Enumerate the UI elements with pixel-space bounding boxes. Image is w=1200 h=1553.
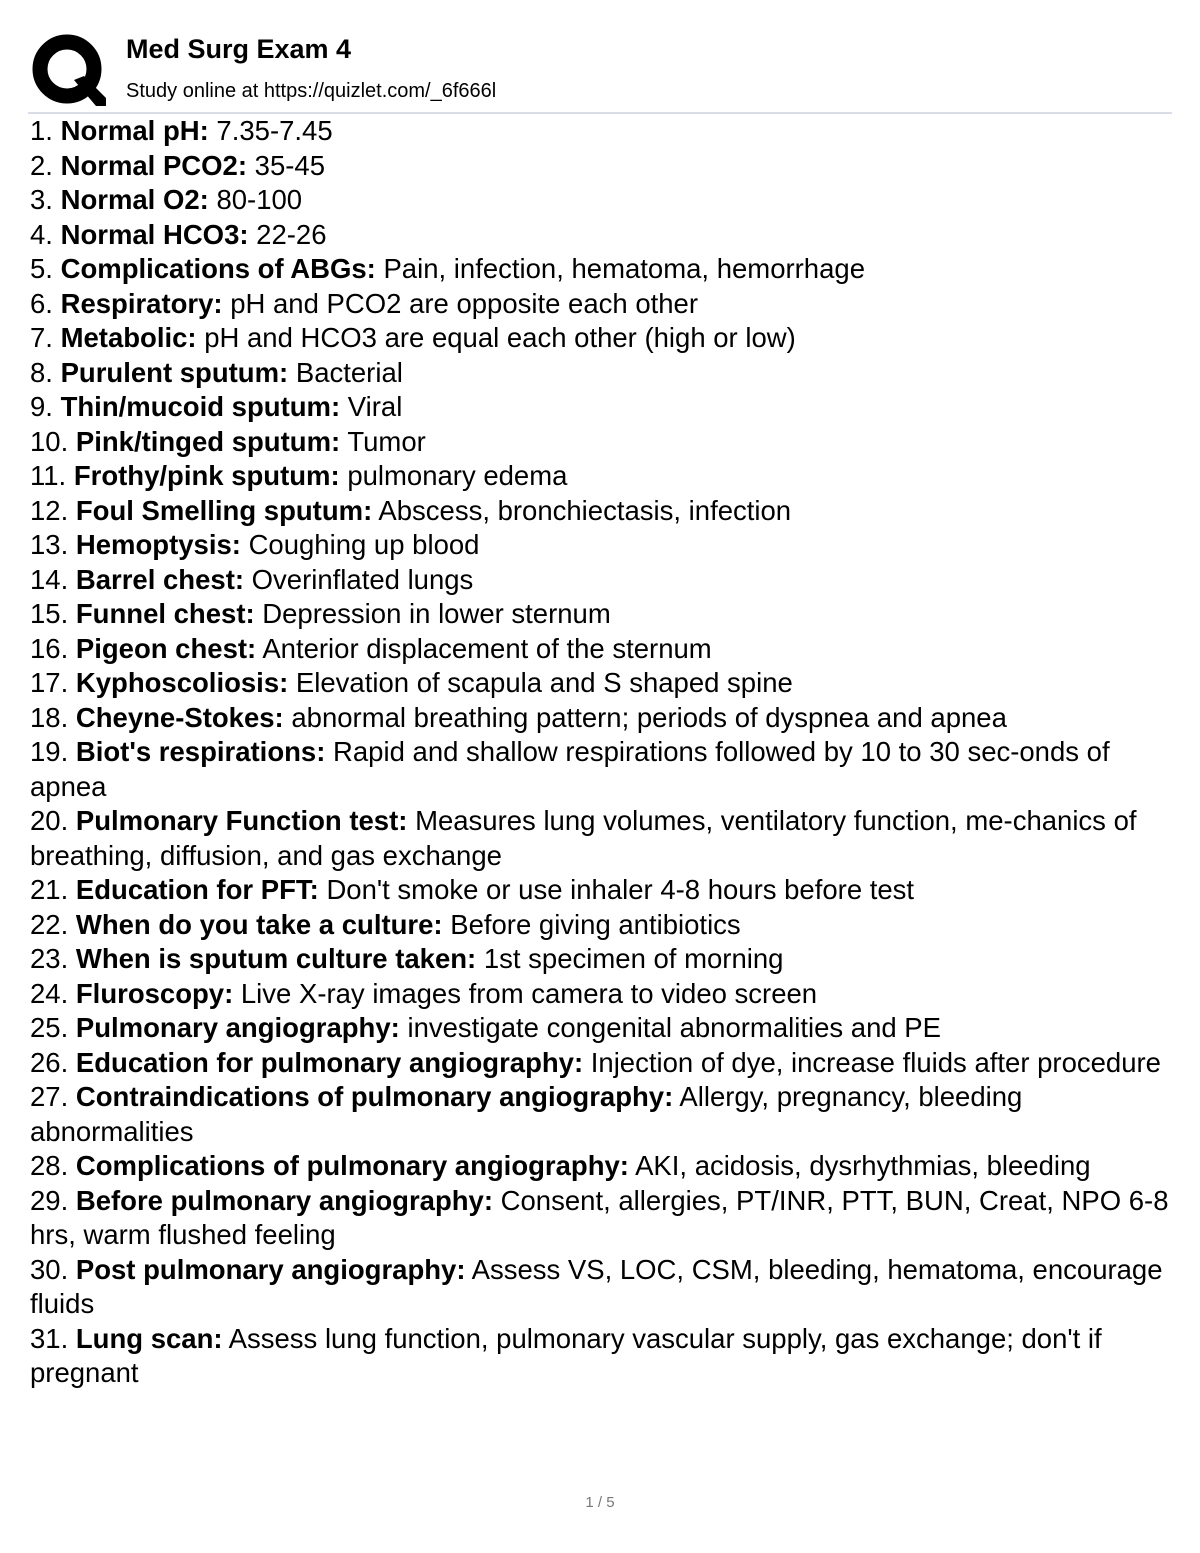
list-item — [30, 528, 1172, 563]
term-definition: Rapid and shallow respirations followed by 10 to 30 sec-onds of apnea — [30, 736, 1110, 802]
list-item — [30, 597, 1172, 632]
term-definition: Abscess, bronchiectasis, infection — [378, 494, 792, 526]
list-item — [30, 942, 1172, 977]
term-label: Respiratory: — [60, 287, 223, 319]
term-definition: Pain, infection, hematoma, hemorrhage — [383, 253, 865, 284]
item-number: 28. — [30, 1150, 69, 1181]
item-number: 27. — [30, 1081, 69, 1112]
term-label: Post pulmonary angiography: — [75, 1253, 466, 1285]
term-label: Cheyne-Stokes: — [75, 701, 284, 733]
list-item — [30, 390, 1172, 425]
item-number: 29. — [30, 1184, 69, 1216]
term-definition: Allergy, pregnancy, bleeding abnormalities — [30, 1081, 1023, 1147]
term-label: Lung scan: — [75, 1322, 223, 1354]
term-label: Kyphoscoliosis: — [75, 667, 289, 698]
term-label: Purulent sputum: — [60, 356, 289, 388]
term-definition: 35-45 — [254, 149, 325, 181]
list-item — [30, 1046, 1172, 1081]
term-label: Normal pH: — [60, 115, 209, 146]
list-item — [30, 218, 1172, 253]
term-definition: Assess VS, LOC, CSM, bleeding, hematoma, encourage fluids — [30, 1253, 1163, 1319]
item-number: 19. — [30, 736, 69, 767]
list-item — [30, 632, 1172, 667]
term-label: Biot's respirations: — [75, 736, 326, 767]
term-definition: pH and HCO3 are equal each other (high or low) — [204, 322, 796, 353]
item-number: 12. — [30, 494, 69, 526]
term-label: When is sputum culture taken: — [75, 943, 477, 974]
term-definition: Depression in lower sternum — [262, 598, 611, 629]
term-definition: Consent, allergies, PT/INR, PTT, BUN, Creat, NPO 6-8 hrs, warm flushed feeling — [30, 1184, 1169, 1250]
term-label: Education for pulmonary angiography: — [75, 1046, 584, 1078]
term-label: Pulmonary angiography: — [75, 1012, 400, 1043]
item-number: 3. — [30, 184, 53, 215]
term-label: Complications of ABGs: — [60, 253, 376, 284]
term-label: Complications of pulmonary angiography: — [75, 1150, 629, 1181]
item-number: 4. — [30, 218, 53, 250]
term-definition: Coughing up blood — [248, 529, 480, 560]
list-item — [30, 183, 1172, 218]
term-label: Fluroscopy: — [75, 977, 234, 1009]
term-definition: AKI, acidosis, dysrhythmias, bleeding — [635, 1150, 1091, 1181]
item-number: 20. — [30, 805, 69, 836]
item-number: 14. — [30, 563, 69, 595]
term-definition: Don't smoke or use inhaler 4-8 hours before test — [326, 874, 915, 905]
term-definition: abnormal breathing pattern; periods of dyspnea and apnea — [291, 701, 1007, 733]
term-definition: Live X-ray images from camera to video screen — [240, 977, 818, 1009]
item-number: 7. — [30, 322, 53, 353]
item-number: 10. — [30, 425, 69, 457]
term-label: Barrel chest: — [75, 563, 245, 595]
item-number: 1. — [30, 115, 53, 146]
item-number: 15. — [30, 598, 69, 629]
item-number: 6. — [30, 287, 53, 319]
item-number: 31. — [30, 1322, 69, 1354]
item-number: 16. — [30, 632, 69, 664]
term-label: Pulmonary Function test: — [75, 805, 408, 836]
list-item — [30, 287, 1172, 322]
item-number: 8. — [30, 356, 53, 388]
list-item — [30, 666, 1172, 701]
list-item — [30, 1253, 1172, 1322]
list-item — [30, 149, 1172, 184]
term-definition: pH and PCO2 are opposite each other — [230, 287, 699, 319]
term-definition: Overinflated lungs — [251, 563, 474, 595]
page-number: 1 / 5 — [585, 1494, 615, 1511]
item-number: 24. — [30, 977, 69, 1009]
term-label: Frothy/pink sputum: — [73, 460, 340, 491]
item-number: 18. — [30, 701, 69, 733]
list-item — [30, 1011, 1172, 1046]
term-label: Education for PFT: — [75, 874, 319, 905]
item-number: 17. — [30, 667, 69, 698]
list-item — [30, 356, 1172, 391]
list-item — [30, 977, 1172, 1012]
term-label: Pigeon chest: — [75, 632, 257, 664]
list-item — [30, 701, 1172, 736]
page-header — [28, 28, 1172, 112]
term-definition: Before giving antibiotics — [450, 908, 741, 940]
term-list — [30, 114, 1172, 1391]
item-number: 13. — [30, 529, 69, 560]
list-item — [30, 252, 1172, 287]
term-label: Foul Smelling sputum: — [75, 494, 373, 526]
list-item — [30, 804, 1172, 873]
list-item — [30, 1149, 1172, 1184]
term-label: Normal HCO3: — [60, 218, 249, 250]
term-label: Normal PCO2: — [60, 149, 248, 181]
term-label: Pink/tinged sputum: — [75, 425, 341, 457]
item-number: 21. — [30, 874, 69, 905]
term-definition: Measures lung volumes, ventilatory function, me-chanics of breathing, diffusion, and gas exchange — [30, 805, 1137, 871]
item-number: 2. — [30, 149, 53, 181]
term-definition: Elevation of scapula and S shaped spine — [295, 667, 793, 698]
term-definition: Viral — [347, 391, 403, 422]
list-item — [30, 563, 1172, 598]
term-definition: Bacterial — [295, 356, 403, 388]
term-label: When do you take a culture: — [75, 908, 443, 940]
list-item — [30, 1184, 1172, 1253]
item-number: 9. — [30, 391, 53, 422]
list-item — [30, 1080, 1172, 1149]
list-item — [30, 114, 1172, 149]
quizlet-logo-icon — [30, 32, 108, 110]
term-definition: 22-26 — [256, 218, 327, 250]
list-item — [30, 873, 1172, 908]
term-label: Normal O2: — [60, 184, 209, 215]
item-number: 26. — [30, 1046, 69, 1078]
term-definition: pulmonary edema — [347, 460, 568, 491]
list-item — [30, 494, 1172, 529]
term-label: Contraindications of pulmonary angiography: — [75, 1081, 674, 1112]
term-definition: 1st specimen of morning — [483, 943, 784, 974]
item-number: 25. — [30, 1012, 69, 1043]
item-number: 23. — [30, 943, 69, 974]
term-definition: Anterior displacement of the sternum — [262, 632, 712, 664]
list-item — [30, 735, 1172, 804]
term-label: Before pulmonary angiography: — [75, 1184, 494, 1216]
term-definition: 7.35-7.45 — [216, 115, 333, 146]
page-title: Med Surg Exam 4 — [126, 34, 352, 64]
item-number: 22. — [30, 908, 69, 940]
list-item — [30, 459, 1172, 494]
term-label: Thin/mucoid sputum: — [60, 391, 341, 422]
term-definition: Injection of dye, increase fluids after procedure — [590, 1046, 1161, 1078]
term-label: Metabolic: — [60, 322, 197, 353]
list-item — [30, 908, 1172, 943]
term-label: Hemoptysis: — [75, 529, 241, 560]
term-definition: Tumor — [347, 425, 426, 457]
list-item — [30, 1322, 1172, 1391]
item-number: 5. — [30, 253, 53, 284]
term-definition: Assess lung function, pulmonary vascular supply, gas exchange; don't if pregnant — [30, 1322, 1102, 1388]
item-number: 30. — [30, 1253, 69, 1285]
study-link[interactable]: Study online at https://quizlet.com/_6f666l — [126, 80, 497, 102]
term-definition: 80-100 — [216, 184, 303, 215]
list-item — [30, 425, 1172, 460]
term-definition: investigate congenital abnormalities and PE — [407, 1012, 941, 1043]
term-label: Funnel chest: — [75, 598, 255, 629]
item-number: 11. — [30, 460, 67, 491]
list-item — [30, 321, 1172, 356]
